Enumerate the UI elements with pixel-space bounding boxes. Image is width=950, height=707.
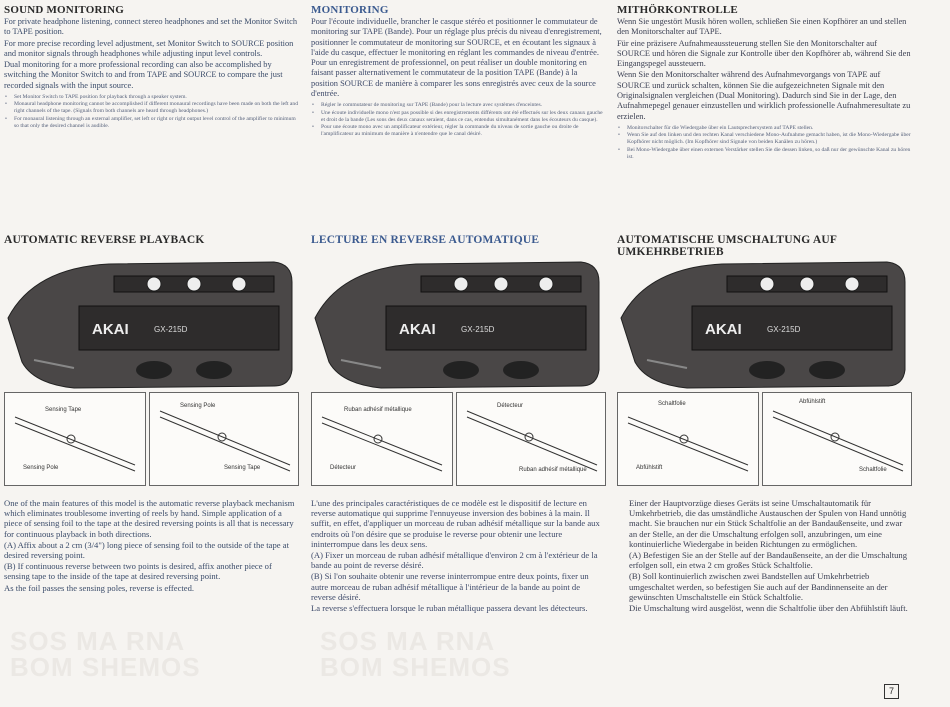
diagram-left xyxy=(4,392,146,486)
paragraph: For more precise recording level adjustment, set Monitor Switch to SOURCE position and monitor signals through headphones while adjusting input level controls. xyxy=(4,38,294,58)
diagram-label: Schaltfolie xyxy=(859,467,887,473)
diagram-label: Sensing Pole xyxy=(180,403,216,409)
diagram-label: Abfühlstift xyxy=(799,399,826,405)
paragraph: One of the main features of this model is the automatic reverse playback mechanism which eliminates troublesome inverting of reels by hand. Simple application of a piece of sensing foil to the tape at the desired reversing points is all that is necessary for continuous playback in both directions. xyxy=(4,498,295,539)
german-column xyxy=(617,0,912,614)
umschaltung-title: AUTOMATISCHE UMSCHALTUNG AUF UMKEHRBETRIEB xyxy=(617,234,837,258)
paragraph: For private headphone listening, connect stereo headphones and set the Monitor Switch to TAPE position. xyxy=(4,17,298,37)
diagram-label: Détecteur xyxy=(330,465,357,471)
paragraph: (B) If continuous reverse between two points is desired, affix another piece of sensing tape to the inside of the tape at desired reversing point. xyxy=(4,561,272,582)
paragraph: (A) Befestigen Sie an der Stelle auf der Bandaußenseite, an der die Umschaltung erfolgen soll, ein etwa 2 cm großes Stück Schaltfolie. xyxy=(629,550,908,571)
note-item: • Régler le commutateur de monitoring sur TAPE (Bande) pour la lecture avec systèmes d'enceintes. xyxy=(311,102,606,109)
note-item: • Une écoute individuelle mono n'est pas possible si des enregistrements différents ont été effectués sur les deux canaux gauche et droit de la bande (Les sons des deux canaux seraient, dans ce cas, entendus simultanément dans les écouteurs du casque). xyxy=(311,110,606,124)
page-number: 7 xyxy=(884,684,899,699)
show-through-text xyxy=(10,628,201,680)
paragraph: (B) Soll kontinuierlich zwischen zwei Bandstellen auf Umkehrbetrieb umgeschaltet werden, so befestigen Sie auch auf der Bandinnenseite an der gewünschten Umschaltstelle ein Stück Schaltfolie. xyxy=(629,571,888,602)
diagram-label: Ruban adhésif métallique xyxy=(519,467,587,473)
reverse-text xyxy=(4,497,296,593)
diagram-right xyxy=(762,392,912,486)
paragraph: L'une des principales caractéristiques de ce modèle est le dispositif de lecture en reverse automatique qui supprime l'ennuyeuse inversion des bobines à la main. Il suffit, en effet, d'appliquer un morceau de ruban adhésif métallique sur la bande aux endroits où l'on désire que se produise le reverse pour obtenir une lecture ininterrompue dans les deux sens. xyxy=(311,498,600,549)
brand-logo: AKAI xyxy=(705,321,742,338)
diagram-right xyxy=(456,392,606,486)
paragraph: La reverse s'effectuera lorsque le ruban métallique passera devant les détecteurs. xyxy=(311,603,588,614)
note-item: • Monaural headphone monitoring cannot be accomplished if different monaural recordings have been made on both the left and right channels of the tape. (Signals from both channels are heard through headphones.) xyxy=(4,101,299,115)
lecture-reverse-title: LECTURE EN REVERSE AUTOMATIQUE xyxy=(311,234,540,246)
paragraph: (A) Fixer un morceau de ruban adhésif métallique d'environ 2 cm à l'extérieur de la bande au point de reverse désiré. xyxy=(311,550,598,571)
note-item: • Pour une écoute mono avec un amplificateur extérieur, régler la commande du niveau de sortie gauche ou droite de l'amplificateur au minimum de manière à n'entendre que le canal désiré. xyxy=(311,124,606,138)
paragraph: Wenn Sie ungestört Musik hören wollen, schließen Sie einen Kopfhörer an und stellen den Monitorschalter auf TAPE. xyxy=(617,17,907,37)
model-logo: GX-215D xyxy=(461,325,495,334)
model-logo: GX-215D xyxy=(767,325,801,334)
sound-monitoring-title: SOUND MONITORING xyxy=(4,4,125,16)
notes-list xyxy=(4,94,299,130)
diagram-label: Sensing Tape xyxy=(224,465,261,471)
paragraph: Pour l'écoute individuelle, brancher le casque stéréo et positionner le commutateur de monitoring sur TAPE (Bande). Pour un réglage plus précis du niveau d'enregistrement, positionner le commutateur de monitoring sur SOURCE, et en écoutant les signaux à l'aide du casque, effectuer le monitoring en réglant les commandes de niveau d'entrée. Pour un enregistrement de professionnel, on peut réaliser un double monitoring en faisant passer alternativement le commutateur de la position TAPE (Bande) à la position SOURCE de manière à comparer les sons enregistrés avec ceux de la source d'entrée. xyxy=(311,17,602,99)
note-item: • Bei Mono-Wiedergabe über einen externen Verstärker stellen Sie die dessen linken, so daß nur der gewünschte Kanal zu hören ist. xyxy=(617,147,912,161)
diagram-label: Sensing Tape xyxy=(45,407,82,413)
english-column xyxy=(4,0,299,593)
paragraph: (A) Affix about a 2 cm (3/4") long piece of sensing foil to the outside of the tape at desired reversing point. xyxy=(4,539,289,561)
show-through-line: SOS MA RNA xyxy=(320,626,496,656)
show-through-line: BOM SHEMOS xyxy=(320,652,511,682)
automatic-reverse-title: AUTOMATIC REVERSE PLAYBACK xyxy=(4,234,205,246)
paragraph: Wenn Sie den Monitorschalter während des Aufnahmevorgangs von TAPE auf SOURCE und zurück schalten, können Sie die aufgezeichneten Signale mit den Originalsignalen vergleichen (Dual Monitoring). Dadurch sind Sie in der Lage, den Aufnahmepegel genauer einzustellen und wirklich professionelle Aufnahmeresultate zu erzielen. xyxy=(617,70,911,121)
mithoerkontrolle-title: MITHÖRKONTROLLE xyxy=(617,4,738,16)
notes-list xyxy=(311,102,606,138)
tape-deck-illustration xyxy=(617,258,907,396)
diagram-label: Ruban adhésif métallique xyxy=(344,407,412,413)
paragraph: Einer der Hauptvorzüge dieses Geräts ist seine Umschaltautomatik für Umkehrbetrieb, die das umständliche Austauschen der Spulen von Hand unnötig macht. Sie brauchen nur ein Stück Schaltfolie an der Bandaußenseite, und zwar an der Stelle, an der die Umschaltung erfolgen soll, anzubringen, um eine kontinuierliche Wiedergabe in beiden Richtungen zu ermöglichen. xyxy=(629,498,907,549)
diagram-label: Détecteur xyxy=(497,403,524,409)
note-item: • Set Monitor Switch to TAPE position for playback through a speaker system. xyxy=(4,94,299,101)
monitoring-title: MONITORING xyxy=(311,4,389,16)
diagram-left xyxy=(311,392,453,486)
paragraph: As the foil passes the sensing poles, reverse is effected. xyxy=(4,582,195,593)
paragraph: Dual monitoring for a more professional recording can also be accomplished by switching the Monitor Switch to and from TAPE and SOURCE to compare the just recorded signals with the input source. xyxy=(4,60,283,90)
diagram-label: Abfühlstift xyxy=(636,465,663,471)
show-through-line: BOM SHEMOS xyxy=(10,652,201,682)
diagram-right xyxy=(149,392,299,486)
diagram-label: Schaltfolie xyxy=(658,401,686,407)
note-item: • Monitorschalter für die Wiedergabe über ein Lautsprechersystem auf TAPE stellen. xyxy=(617,125,912,132)
brand-logo: AKAI xyxy=(92,321,129,338)
show-through-text xyxy=(320,628,511,680)
tape-deck-illustration xyxy=(4,258,294,396)
note-item: • For monaural listening through an external amplifier, set left or right or right output level control of the amplifier to minimum so that only the desired channel is audible. xyxy=(4,116,299,130)
diagram-left xyxy=(617,392,759,486)
show-through-line: SOS MA RNA xyxy=(10,626,186,656)
paragraph: (B) Si l'on souhaite obtenir une reverse ininterrompue entre deux points, fixer un autre morceau de ruban adhésif métallique à l'intérieur de la bande au point de reverse désiré. xyxy=(311,571,589,602)
reverse-text xyxy=(629,497,909,613)
paragraph: Die Umschaltung wird ausgelöst, wenn die Schaltfolie über den Abfühlstift läuft. xyxy=(629,603,908,614)
brand-logo: AKAI xyxy=(399,321,436,338)
french-column xyxy=(311,0,606,614)
diagram-label: Sensing Pole xyxy=(23,465,59,471)
paragraph: Für eine präzisere Aufnahmeaussteuerung stellen Sie den Monitorschalter auf SOURCE und hören die Signale zur Kontrolle über den Kopfhörer ab, während Sie den Eingangspegel aussteuern. xyxy=(617,38,911,69)
model-logo: GX-215D xyxy=(154,325,188,334)
reverse-text xyxy=(311,497,603,613)
notes-list xyxy=(617,125,912,161)
note-item: • Wenn Sie auf den linken und den rechten Kanal verschiedene Mono-Aufnahme gemacht haben, ist die Mono-Wiedergabe über Kopfhörer nicht möglich. (Im Kopfhörer sind Signale von beiden Kanälen zu hören.) xyxy=(617,132,912,146)
tape-deck-illustration xyxy=(311,258,601,396)
